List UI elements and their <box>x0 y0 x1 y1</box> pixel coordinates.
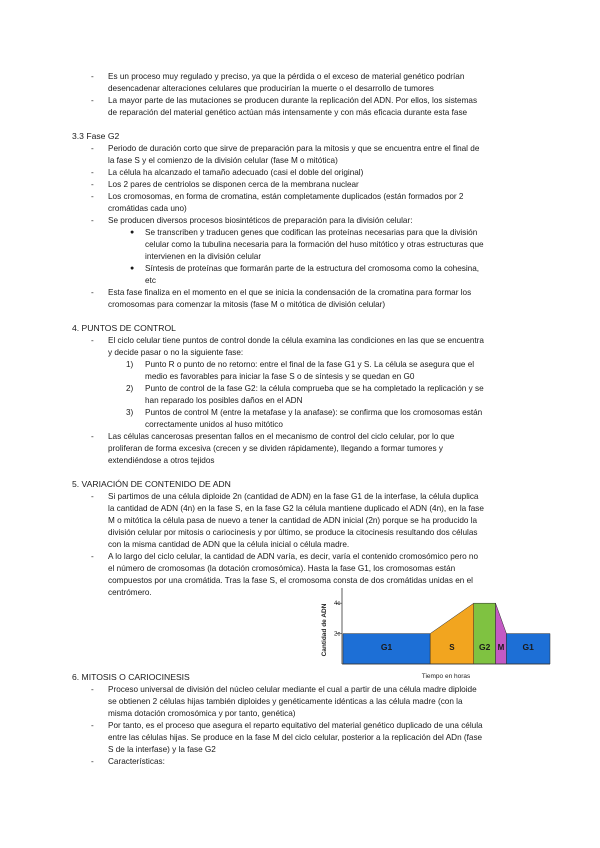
text-line: la fase S y el comienzo de la división celular (fase M o mitótica) <box>108 156 338 165</box>
list-number: 1) <box>126 360 134 369</box>
text-line: La célula ha alcanzado el tamaño adecuado (casi el doble del original) <box>108 168 364 177</box>
text-line: Los cromosomas, en forma de cromatina, están completamente duplicados (están formados por 2 <box>108 192 464 201</box>
text-line: intervienen en la división celular <box>145 252 262 261</box>
bullet-dash: - <box>91 721 94 730</box>
bullet-dash: - <box>91 757 94 766</box>
text-line: Proceso universal de división del núcleo celular mediante el cual a partir de una célula madre diploide <box>108 685 477 694</box>
text-line: cromátidas cada uno) <box>108 204 187 213</box>
text-line: han reparado los posibles daños en el ADN <box>145 396 303 405</box>
text-line: Los 2 pares de centriolos se disponen cerca de la membrana nuclear <box>108 180 359 189</box>
bullet-dash: - <box>91 192 94 201</box>
text-line: centrómero. <box>108 588 152 597</box>
text-line: Si partimos de una célula diploide 2n (cantidad de ADN) en la fase G1 de la interfase, la célula duplica <box>108 492 479 501</box>
text-line: Puntos de control M (entre la metafase y la anafase): se confirma que los cromosomas están <box>145 408 483 417</box>
text-line: extendiéndose a otros tejidos <box>108 456 215 465</box>
text-line: entre las células hijas. Se produce en la fase M del ciclo celular, posterior a la replicación del ADn (fase <box>108 733 483 742</box>
text-line: Periodo de duración corto que sirve de preparación para la mitosis y que se encuentra entre el final de <box>108 144 480 153</box>
list-number: 3) <box>126 408 134 417</box>
bullet-dash: - <box>91 180 94 189</box>
text-line: compuestos por una cromátida. Tras la fase S, el cromosoma consta de dos cromátidas unidas en el <box>108 576 473 585</box>
text-line: M o mitótica la célula pasa de nuevo a tener la cantidad de ADN inicial (2n) porque se ha producido la <box>108 516 478 525</box>
bullet-dot: ● <box>130 265 135 272</box>
text-line: etc <box>145 276 156 285</box>
phase-label: G2 <box>478 642 491 652</box>
bullet-dash: - <box>91 288 94 297</box>
text-line: Punto R o punto de no retorno: entre el final de la fase G1 y S. La célula se asegura que el <box>145 360 475 369</box>
text-line: y decide pasar o no la siguiente fase: <box>108 348 244 357</box>
text-line: Las células cancerosas presentan fallos en el mecanismo de control del ciclo celular, por lo que <box>108 432 455 441</box>
text-line: S de la interfase) y la fase G2 <box>108 745 216 754</box>
text-line: Es un proceso muy regulado y preciso, ya que la pérdida o el exceso de material genético podrían <box>108 72 465 81</box>
bullet-dash: - <box>91 336 94 345</box>
text-line: Esta fase finaliza en el momento en el que se inicia la condensación de la cromatina para formar los <box>108 288 472 297</box>
text-line: La mayor parte de las mutaciones se producen durante la replicación del ADN. Por ellos, los sistemas <box>108 96 478 105</box>
phase-area-m <box>496 603 507 664</box>
text-line: con la misma cantidad de ADN que la célula inicial o célula madre. <box>108 540 350 549</box>
section-title-mitosis: 6. MITOSIS O CARIOCINESIS <box>72 672 190 682</box>
phase-label: G1 <box>522 642 534 652</box>
text-line: Se producen diversos procesos biosintéticos de preparación para la división celular: <box>108 216 413 225</box>
list-number: 2) <box>126 384 134 393</box>
bullet-dash: - <box>91 72 94 81</box>
phase-layer <box>336 603 550 664</box>
text-line: Síntesis de proteínas que formarán parte de la estructura del cromosoma como la cohesina, <box>145 264 480 273</box>
bullet-dash: - <box>91 96 94 105</box>
text-line: correctamente unidos al huso mitótico <box>145 420 283 429</box>
text-line: A lo largo del ciclo celular, la cantidad de ADN varía, es decir, varía el contenido cromosómico pero no <box>108 552 478 561</box>
phase-label: S <box>449 643 455 652</box>
phase-area-g2 <box>474 603 496 664</box>
text-line: de reparación del material genético actúan más intensamente y con más eficacia durante esta fase <box>108 108 468 117</box>
dna-content-chart <box>320 584 552 684</box>
section-title-variacion: 5. VARIACIÓN DE CONTENIDO DE ADN <box>72 479 231 489</box>
text-line: cromosomas para comenzar la mitosis (fase M o mitótica de división celular) <box>108 300 386 309</box>
text-line: misma dotación cromosómica y por tanto, genética) <box>108 709 296 718</box>
text-line: la cantidad de ADN (4n) en la fase S, en la fase G2 la célula mantiene duplicado el ADN (4n), en la fase <box>108 504 484 513</box>
text-line: el número de cromosomas (la dotación cromosómica). Hasta la fase G1, los cromosomas están <box>108 564 456 573</box>
dna-chart-svg <box>320 584 552 684</box>
text-line: desencadenar alteraciones celulares que producirían la muerte o el desarrollo de tumores <box>108 84 434 93</box>
text-line: proliferan de forma excesiva (crecen y se dividen rápidamente), llegando a formar tumores y <box>108 444 443 453</box>
bullet-dash: - <box>91 685 94 694</box>
text-line: se obtienen 2 células hijas también diploides y genéticamente idénticas a las célula madre (con la <box>108 697 463 706</box>
phase-area-s <box>430 603 474 664</box>
text-line: Se transcriben y traducen genes que codifican las proteínas necesarias para que la división <box>145 228 478 237</box>
text-line: Por tanto, es el proceso que asegura el reparto equitativo del material genético duplicado de una célula <box>108 721 483 730</box>
phase-label: G1 <box>380 642 393 652</box>
text-line: división celular por mitosis o cariocinesis y por último, se produce la citocinesis resultando dos células <box>108 528 478 537</box>
text-line: celular como la tubulina necesaria para la formación del huso mitótico y otras estructuras que <box>145 240 484 249</box>
bullet-dash: - <box>91 432 94 441</box>
text-line: El ciclo celular tiene puntos de control donde la célula examina las condiciones en las que se encuentra <box>108 336 484 345</box>
x-axis-label: Tiempo en horas <box>421 673 471 680</box>
y-tick-label: 2c <box>334 631 341 638</box>
bullet-dash: - <box>91 216 94 225</box>
phase-label: M <box>497 643 505 652</box>
text-line: Punto de control de la fase G2: la célula comprueba que se ha completado la replicación y se <box>145 384 484 393</box>
text-line: medio es favorables para iniciar la fase S o de síntesis y se quedan en G0 <box>145 372 415 381</box>
section-title-g2: 3.3 Fase G2 <box>72 131 120 141</box>
y-tick-label: 4c <box>334 601 341 608</box>
section-title-control: 4. PUNTOS DE CONTROL <box>72 323 176 333</box>
y-axis-label: Cantidad de ADN <box>321 603 328 657</box>
bullet-dash: - <box>91 492 94 501</box>
bullet-dash: - <box>91 168 94 177</box>
bullet-dash: - <box>91 144 94 153</box>
bullet-dot: ● <box>130 229 135 236</box>
text-line: Características: <box>108 757 165 766</box>
bullet-dash: - <box>91 552 94 561</box>
